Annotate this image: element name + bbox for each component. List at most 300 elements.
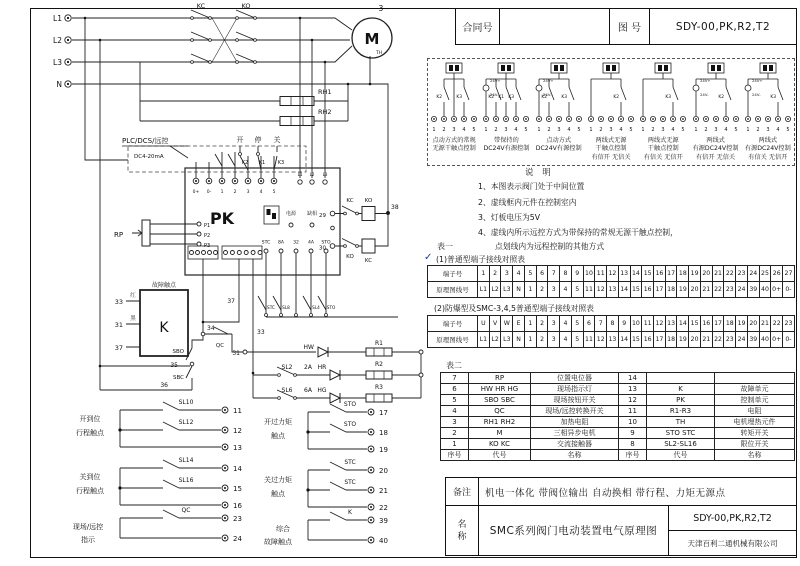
- table-cell: 22: [713, 332, 725, 347]
- term-15: 15: [233, 485, 242, 493]
- parts-row: [440, 427, 795, 439]
- table-cell: N: [513, 282, 525, 297]
- table-cell: 20: [748, 316, 760, 331]
- table-cell: 13: [607, 332, 619, 347]
- k3-label: K3: [277, 160, 285, 166]
- p2-label: P2: [204, 233, 211, 239]
- wiring-mode-5: [637, 59, 689, 165]
- contract-number-label: 合同号: [456, 9, 500, 44]
- parts-cell: KO KC: [469, 439, 531, 449]
- pk-term-0p: 0+: [192, 190, 200, 195]
- table-cell: 17: [713, 316, 725, 331]
- stop-button-label: 停: [254, 136, 262, 144]
- table-cell: 4: [560, 282, 572, 297]
- pk-32-term: 32: [293, 240, 299, 246]
- table-cell: 13: [619, 266, 631, 281]
- power-wires: [72, 10, 388, 390]
- table-cell: 2: [490, 266, 502, 281]
- t: 3: [452, 127, 456, 133]
- pk-term-3: 3: [246, 190, 250, 195]
- row-header: 端子号: [428, 316, 478, 331]
- sw-stc-label: STC: [267, 305, 275, 310]
- name-label-char-2: 称: [457, 531, 467, 542]
- name-label-char-1: 名: [457, 519, 467, 530]
- hg-label: HG: [317, 387, 327, 394]
- t: 1: [484, 127, 489, 133]
- sl2-label: SL2: [281, 364, 293, 371]
- table-cell: 24: [748, 266, 760, 281]
- table-cell: 6: [584, 316, 596, 331]
- table-cell: 19: [677, 282, 689, 297]
- t: 1: [746, 127, 750, 133]
- wiring-mode-1: [428, 59, 480, 165]
- node-36: 36: [160, 382, 168, 389]
- pk-8a-term: 8A: [277, 240, 285, 246]
- parts-cell: M: [469, 428, 531, 438]
- close-torque-label-1: 关过力矩: [264, 476, 292, 484]
- table-cell: 2: [537, 282, 549, 297]
- sw-sl8-label: SL8: [282, 305, 290, 310]
- ko-coil-label: KO: [364, 198, 373, 204]
- term-39: 39: [379, 517, 388, 525]
- table-cell: 25: [760, 266, 772, 281]
- table-cell: 4: [513, 266, 525, 281]
- sw-sto-label: STO: [326, 305, 336, 310]
- table-cell: 12: [595, 332, 607, 347]
- table-cell: 14: [631, 266, 643, 281]
- caption: 有源DC24V控制: [744, 145, 791, 153]
- remark-label: 备注: [446, 478, 479, 505]
- p3-label: P3: [204, 243, 211, 249]
- motor-label: M: [364, 30, 380, 48]
- table-cell: 14: [619, 282, 631, 297]
- node-37: 37: [227, 298, 235, 305]
- term-38: 38: [391, 204, 399, 211]
- table-cell: 3: [501, 266, 513, 281]
- caption: 点动方式的常规: [432, 137, 476, 144]
- parts-cell: 7: [441, 373, 469, 383]
- table-cell: 11: [584, 332, 596, 347]
- parts-cell: 电机埋热元件: [733, 418, 776, 426]
- local-remote-label-2: 指示: [81, 536, 95, 544]
- term-24: 24: [233, 535, 242, 543]
- neutral-label: N: [56, 80, 62, 89]
- table-row: [427, 281, 795, 298]
- qc-switch-label: QC: [181, 507, 191, 514]
- ko-label: KO: [241, 2, 251, 10]
- caption: 有信开 无信关: [696, 153, 736, 161]
- pk-label: PK: [209, 209, 235, 228]
- table-cell: L1: [478, 332, 490, 347]
- phase-l2-label: L2: [53, 36, 62, 45]
- stc-switch-label-1: STC: [344, 459, 356, 466]
- table-cell: 2: [537, 316, 549, 331]
- rh2-label: RH2: [318, 108, 332, 116]
- close-button-label: 关: [273, 136, 281, 144]
- table1-subtitle-1: (1)普通型端子接线对照表: [436, 255, 526, 264]
- table-cell: 18: [666, 282, 678, 297]
- sl10-label: SL10: [178, 399, 194, 406]
- node-33: 33: [257, 329, 265, 336]
- t: 2: [494, 127, 499, 133]
- parts-cell: 控制单元: [740, 396, 769, 404]
- table-cell: 10: [584, 266, 596, 281]
- t: 4: [776, 127, 780, 133]
- caption: 干触点控制: [595, 145, 627, 153]
- parts-cell: 名称: [531, 450, 619, 460]
- company-name: 天津百利二通机械有限公司: [687, 538, 778, 548]
- table-row: [427, 265, 795, 282]
- row-cells: [478, 332, 794, 347]
- k1-label: K1: [258, 160, 266, 166]
- local-remote-label-1: 现场/远控: [72, 523, 104, 531]
- table-cell: 3: [548, 332, 560, 347]
- t: 3: [766, 127, 770, 133]
- table-cell: 22: [724, 266, 736, 281]
- sto-switch-label-1: STO: [343, 401, 357, 408]
- table-cell: 15: [631, 282, 643, 297]
- wiring-mode-6-diagram: [691, 61, 741, 137]
- check-icon: ✓: [424, 252, 433, 263]
- table-cell: 23: [784, 320, 793, 327]
- table-cell: 14: [619, 332, 631, 347]
- table-cell: L3: [501, 332, 513, 347]
- parts-cell: RH1 RH2: [469, 417, 531, 427]
- r1-label: R1: [375, 340, 383, 347]
- ko-contact-label: KO: [346, 254, 354, 260]
- wiring-mode-1-diagram: [429, 61, 479, 137]
- contact-label: K3: [561, 95, 567, 100]
- wiring-mode-4: [585, 59, 637, 165]
- table-cell: 4: [560, 316, 572, 331]
- parts-cell: 现场按钮开关: [531, 395, 619, 405]
- row-header: 端子号: [428, 266, 478, 281]
- contact-label: K2: [541, 95, 547, 100]
- parts-cell: 9: [619, 428, 647, 438]
- term-40: 40: [379, 537, 388, 545]
- wiring-mode-4-diagram: [586, 61, 636, 137]
- term-29: 29: [319, 213, 326, 219]
- node-35: 35: [170, 362, 178, 369]
- sl16-label: SL16: [178, 477, 194, 484]
- parts-cell: 2: [441, 428, 469, 438]
- term-12: 12: [233, 427, 242, 435]
- table-cell: 13: [607, 282, 619, 297]
- parts-cell: 11: [619, 406, 647, 416]
- table-cell: 17: [654, 332, 666, 347]
- contract-number-value: [500, 9, 610, 44]
- caption: DC24V有源控制: [483, 145, 530, 153]
- battery-minus-label: 24V-: [490, 92, 499, 97]
- comprehensive-label: 综合: [276, 525, 290, 533]
- remark-row: [445, 477, 797, 506]
- pk-term-5: 5: [272, 190, 276, 195]
- t: 5: [577, 127, 581, 133]
- parts-cell: 代号: [647, 450, 715, 460]
- t: 4: [723, 127, 728, 133]
- remote-wiring-modes: [427, 58, 795, 166]
- parts-cell: [647, 373, 715, 383]
- battery-plus-label: 24V+: [542, 78, 554, 83]
- close-limit-label-1: 关到位: [79, 473, 101, 481]
- sbo-label: SBO: [172, 349, 184, 355]
- parts-cell: RP: [469, 373, 531, 383]
- table-cell: W: [501, 316, 513, 331]
- table-cell: 5: [572, 316, 584, 331]
- sl14-label: SL14: [178, 457, 194, 464]
- parts-cell: 8: [619, 439, 647, 449]
- table-cell: 4: [560, 332, 572, 347]
- drawing-number-label: 图 号: [610, 9, 650, 44]
- fault-contact-title: 故障触点: [151, 282, 177, 289]
- table-row: [427, 331, 795, 348]
- term-19: 19: [379, 446, 388, 454]
- kc-coil: [362, 239, 375, 253]
- caption: 无源干触点控制: [432, 145, 476, 153]
- t: 2: [599, 127, 603, 133]
- parts-cell: QC: [469, 406, 531, 416]
- thermal-label: TH: [376, 51, 383, 56]
- t: 4: [619, 127, 623, 133]
- p1-label: P1: [204, 223, 211, 229]
- table-cell: 23: [724, 282, 736, 297]
- table-cell: 22: [713, 282, 725, 297]
- parts-cell: 4: [441, 406, 469, 416]
- fault-unit-label: K: [159, 320, 169, 336]
- table-cell: 23: [724, 332, 736, 347]
- term-13: 13: [233, 444, 242, 452]
- table-cell: 5: [525, 266, 537, 281]
- table-cell: 22: [771, 316, 783, 331]
- parts-cell: 交流接触器: [531, 439, 619, 449]
- battery-minus-label: 24V-: [751, 92, 761, 97]
- term-16: 16: [233, 502, 242, 510]
- t: 1: [693, 127, 698, 133]
- sto-switch-label-2: STO: [343, 421, 357, 428]
- table-cell: 27: [784, 270, 793, 277]
- table-cell: 40: [760, 332, 772, 347]
- parts-cell: 5: [441, 395, 469, 405]
- note-item-2: 2、虚线框内元件在控制室内: [478, 198, 577, 207]
- table-cell: 18: [724, 316, 736, 331]
- row-header: 原理图线号: [428, 282, 478, 297]
- table-cell: 16: [642, 332, 654, 347]
- parts-cell: SL2-SL16: [647, 439, 715, 449]
- table-cell: 7: [595, 316, 607, 331]
- table-cell: 6: [537, 266, 549, 281]
- table-cell: 19: [736, 316, 748, 331]
- phase-l1-label: L1: [53, 14, 62, 23]
- battery-plus-label: 24V+: [490, 78, 502, 83]
- battery-plus-label: 24V+: [751, 78, 763, 83]
- sw-sl4-label: SL4: [312, 305, 320, 310]
- pk-term-2: 2: [233, 190, 237, 195]
- table-cell: 24: [736, 282, 748, 297]
- battery-minus-label: 24V-: [699, 92, 709, 97]
- table-cell: 5: [572, 332, 584, 347]
- table-cell: 3: [548, 316, 560, 331]
- resistor-r1: [366, 348, 392, 356]
- t: 3: [609, 127, 613, 133]
- open-button-label: 开: [236, 136, 244, 144]
- r2-label: R2: [375, 361, 383, 368]
- row-header: 原理图线号: [428, 332, 478, 347]
- open-torque-label-2: 触点: [271, 432, 285, 440]
- stc-switch-label-2: STC: [344, 479, 356, 486]
- table-cell: 0-: [785, 336, 792, 343]
- open-torque-label-1: 开过力矩: [264, 418, 292, 426]
- table-cell: 12: [595, 282, 607, 297]
- phase-loss-led-label: 缺相: [306, 211, 318, 217]
- potentiometer-symbol: [142, 220, 150, 246]
- note-item-3: 3、灯板电压为5V: [478, 213, 541, 222]
- table-cell: 23: [736, 266, 748, 281]
- parts-cell: 13: [619, 384, 647, 394]
- t: 1: [641, 127, 645, 133]
- terminal-strip-2: [222, 246, 262, 259]
- parts-cell: 电阻: [747, 407, 762, 415]
- sl6-label: SL6: [281, 387, 293, 394]
- table-cell: 17: [666, 266, 678, 281]
- contact-pivots: [191, 17, 359, 400]
- terminal-table-explosionproof: [427, 316, 795, 348]
- parts-row: [440, 449, 795, 461]
- k2-label: K2: [241, 160, 249, 166]
- battery-plus-label: 24V+: [699, 78, 711, 83]
- table-cell: 8: [560, 266, 572, 281]
- rp-label: RP: [114, 231, 124, 239]
- t: 3: [713, 127, 718, 133]
- row-cells: [478, 266, 794, 281]
- table-cell: L3: [501, 282, 513, 297]
- phase-l3-label: L3: [53, 58, 62, 67]
- table-cell: 14: [677, 316, 689, 331]
- close-torque-label-2: 触点: [271, 490, 285, 498]
- table-cell: 24: [736, 332, 748, 347]
- table1-label: 表一: [437, 242, 453, 251]
- t: 4: [514, 127, 519, 133]
- parts-cell: 转矩开关: [740, 429, 769, 437]
- pk-l2: L2: [309, 172, 315, 177]
- table-cell: 9: [619, 316, 631, 331]
- term-21: 21: [379, 487, 388, 495]
- contact-label: K2: [488, 95, 495, 100]
- table-cell: 21: [701, 282, 713, 297]
- name-label: [446, 506, 479, 555]
- term-33: 33: [114, 298, 123, 306]
- table-cell: 16: [701, 316, 713, 331]
- heater-rh1: [280, 97, 314, 106]
- title-block-header: [455, 8, 797, 45]
- parts-cell: HW HR HG: [469, 384, 531, 394]
- led-hg: [330, 393, 340, 403]
- contact-label: K1: [498, 95, 505, 100]
- term-11: 11: [233, 407, 242, 415]
- contact-label: K2: [613, 95, 619, 100]
- pk-l1: L1: [297, 172, 303, 177]
- table-cell: 11: [642, 316, 654, 331]
- component-bodies: [138, 18, 392, 403]
- parts-cell: SBO SBC: [469, 395, 531, 405]
- table-cell: 21: [760, 316, 772, 331]
- contact-label: K2: [436, 95, 443, 100]
- check-mark: [424, 252, 432, 263]
- red-wire-label: 红: [130, 293, 136, 299]
- close-limit-label-2: 行程触点: [76, 487, 104, 495]
- table-cell: 17: [654, 282, 666, 297]
- wiring-mode-2: [480, 59, 532, 165]
- term-17: 17: [379, 409, 388, 417]
- heater-rh2: [280, 117, 314, 126]
- pk-term-0m: 0-: [206, 190, 212, 195]
- kc-contact-label: KC: [346, 198, 354, 204]
- table-cell: 16: [654, 266, 666, 281]
- pk-4a-term: 4A: [307, 240, 315, 246]
- t: 4: [462, 127, 466, 133]
- pk-term-4: 4: [259, 190, 263, 195]
- table-cell: 20: [689, 282, 701, 297]
- table-cell: 21: [701, 332, 713, 347]
- table-cell: 0+: [771, 332, 783, 347]
- table2-label: 表二: [446, 361, 462, 370]
- caption: DC24V有源控制: [535, 145, 582, 153]
- resistor-r3: [366, 394, 392, 402]
- t: 5: [524, 127, 529, 133]
- motor-phase-label: 3~: [378, 4, 390, 13]
- table-cell: 1: [525, 316, 537, 331]
- parts-cell: 名称: [747, 451, 762, 459]
- parts-cell: 12: [619, 395, 647, 405]
- table-cell: 18: [666, 332, 678, 347]
- t: 3: [504, 127, 509, 133]
- parts-cell: 三相异步电机: [531, 428, 619, 438]
- parts-table: [440, 373, 795, 461]
- drawing-title: SMC系列阀门电动装置电气原理图: [479, 506, 669, 555]
- t: 4: [567, 127, 571, 133]
- t: 3: [661, 127, 665, 133]
- plc-label: PLC/DCS/远控: [122, 137, 169, 145]
- term-14: 14: [233, 465, 242, 473]
- parts-cell: 14: [619, 373, 647, 383]
- t: 2: [756, 127, 760, 133]
- contact-label: K3: [665, 95, 672, 100]
- caption: 干触点控制: [647, 145, 679, 153]
- table-cell: 1: [525, 282, 537, 297]
- table-cell: N: [513, 332, 525, 347]
- t: 5: [472, 127, 476, 133]
- term-20: 20: [379, 467, 388, 475]
- table-cell: 20: [689, 332, 701, 347]
- table-cell: 13: [666, 316, 678, 331]
- caption: 带保持的: [494, 137, 519, 144]
- table-cell: 9: [572, 266, 584, 281]
- caption: 点动方式: [546, 137, 572, 144]
- contact-label: K2: [717, 95, 724, 100]
- contact-label: K3: [508, 95, 515, 100]
- open-limit-label-1: 开到位: [79, 415, 101, 423]
- table-cell: 15: [631, 332, 643, 347]
- table-cell: 10: [631, 316, 643, 331]
- table-cell: 2: [537, 332, 549, 347]
- parts-cell: 代号: [469, 450, 531, 460]
- note-item-4: 4、虚线内所示远控方式为带保持的常规无源干触点控制，: [478, 228, 678, 237]
- parts-row: [440, 394, 795, 406]
- table-cell: 7: [548, 266, 560, 281]
- table-cell: 11: [584, 282, 596, 297]
- t: 1: [589, 127, 593, 133]
- table-cell: 19: [689, 266, 701, 281]
- table-cell: 40: [760, 282, 772, 297]
